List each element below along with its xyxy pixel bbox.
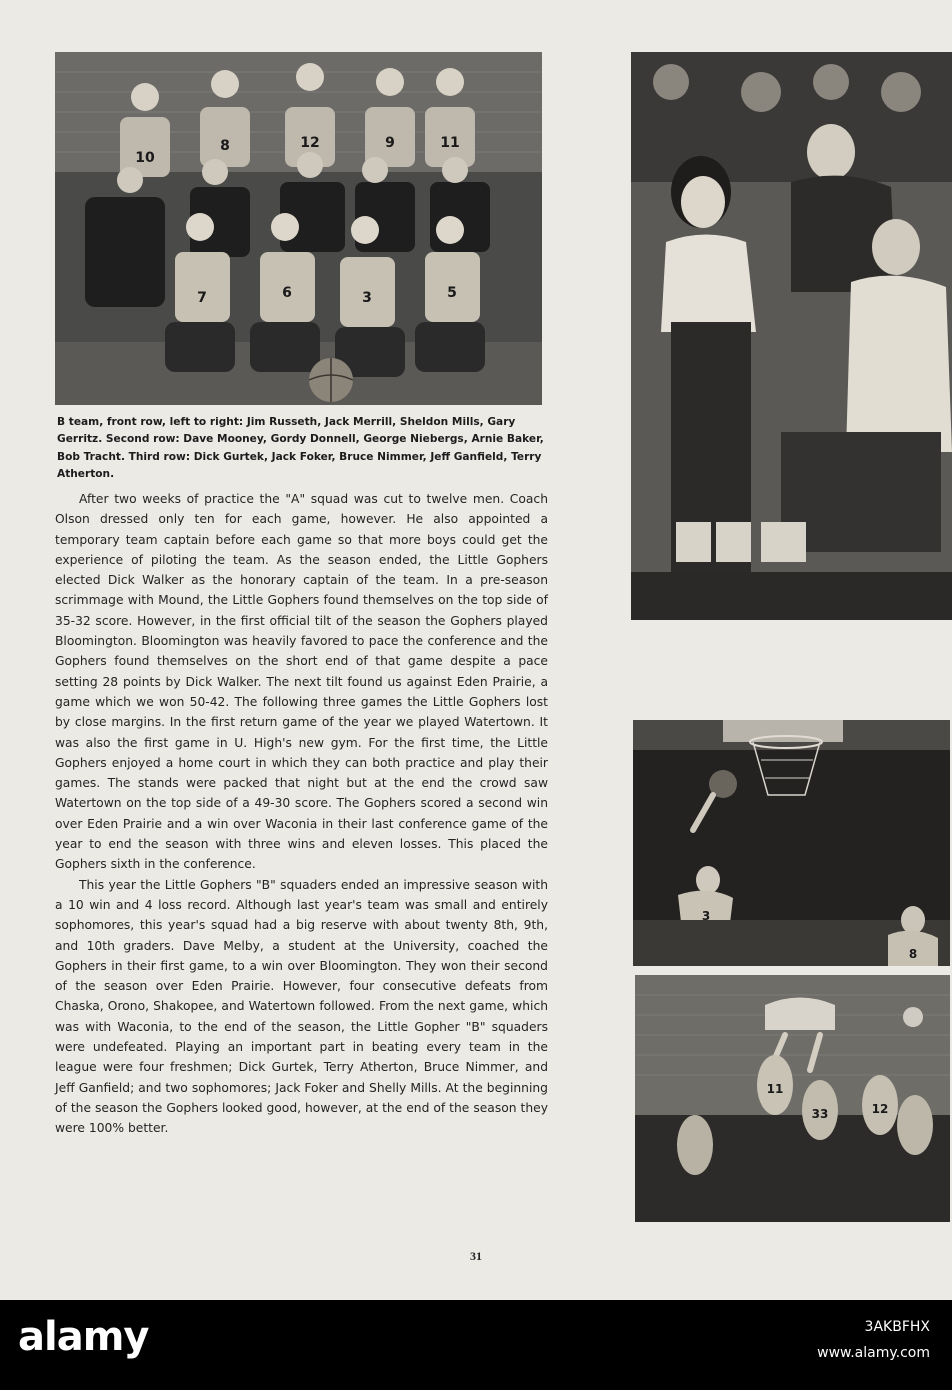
stock-watermark-bar — [0, 1300, 952, 1390]
jersey-number: 5 — [447, 285, 457, 301]
article-paragraph: After two weeks of practice the "A" squad was cut to twelve men. Coach Olson dressed only ten for each game, however. He also appointed a temporary team captain before each game so that more boys could get the experience of piloting the team. As the season ended, the Little Gophers elected Dick Walker as the honorary captain of the team. In a pre-season scrimmage with Mound, the Little Gophers found themselves on the top side of 35-32 score. However, in the first official tilt of the season the Gophers played Bloomington. Bloomington was heavily favored to pace the conference and the Gophers found themselves on the short end of that game despite a pace setting 28 points by Dick Walker. The next tilt found us against Eden Prairie, a game which we won 50-42. The following three games the Little Gophers lost by close margins. In the first return game of the year we played Watertown. It was also the first game in U. High's new gym. For the first time, the Little Gophers enjoyed a home court in which they can both practice and play their games. The stands were packed that night but at the end the crowd saw Watertown on the top side of a 49-30 score. The Gophers scored a second win over Eden Prairie and a win over Waconia in their last conference game of the year to end the season with three wins and eleven losses. This placed the Gophers sixth in the conference. — [55, 492, 548, 872]
jersey-number: 12 — [871, 1102, 889, 1116]
site-url: www.alamy.com — [817, 1345, 930, 1361]
jersey-number: 33 — [811, 1107, 829, 1121]
team-photo — [55, 52, 542, 405]
jersey-number: 8 — [908, 947, 918, 961]
jersey-number: 12 — [300, 135, 320, 151]
jersey-number: 10 — [135, 150, 155, 166]
jersey-number: 11 — [440, 135, 460, 151]
jersey-number: 3 — [701, 909, 711, 923]
jersey-number: 7 — [197, 290, 207, 306]
image-id: 3AKBFHX — [864, 1319, 930, 1335]
cheerleaders-photo — [631, 52, 952, 620]
alamy-logo: alamy — [18, 1314, 149, 1360]
game-photo-rebound — [635, 975, 950, 1222]
jersey-number: 6 — [282, 285, 292, 301]
jersey-number: 8 — [220, 138, 230, 154]
jersey-number: 9 — [385, 135, 395, 151]
photo-caption: B team, front row, left to right: Jim Russeth, Jack Merrill, Sheldon Mills, Gary Gerritz. Second row: Dave Mooney, Gordy Donnell, George Niebergs, Arnie Baker, Bob Tracht. Third row: Dick Gurtek, Jack Foker, Bruce Nimmer, Jeff Ganfield, Terry Atherton. — [57, 416, 544, 480]
image-reference — [817, 1314, 930, 1366]
article-paragraph: This year the Little Gophers "B" squaders ended an impressive season with a 10 win and 4 loss record. Although last year's team was small and entirely sophomores, this year's squad had a big reserve with about twenty 8th, 9th, and 10th graders. Dave Melby, a student at the University, coached the Gophers in their first game, to a win over Bloomington. They won their second of the season over Eden Prairie. However, four consecutive defeats from Chaska, Orono, Shakopee, and Watertown followed. From the next game, which was with Waconia, to the end of the season, the Little Gopher "B" squaders were undefeated. Playing an important part in beating every team in the league were four freshmen; Dick Gurtek, Terry Atherton, Bruce Nimmer, and Jeff Ganfield; and two sophomores; Jack Foker and Shelly Mills. At the beginning of the season the Gophers looked good, however, at the end of the season they were 100% better. — [55, 877, 548, 1136]
jersey-number: 11 — [766, 1082, 784, 1096]
page-number: 31 — [470, 1249, 482, 1263]
article-body — [55, 489, 548, 1139]
game-photo-shot — [633, 720, 950, 966]
jersey-number: 3 — [362, 290, 372, 306]
